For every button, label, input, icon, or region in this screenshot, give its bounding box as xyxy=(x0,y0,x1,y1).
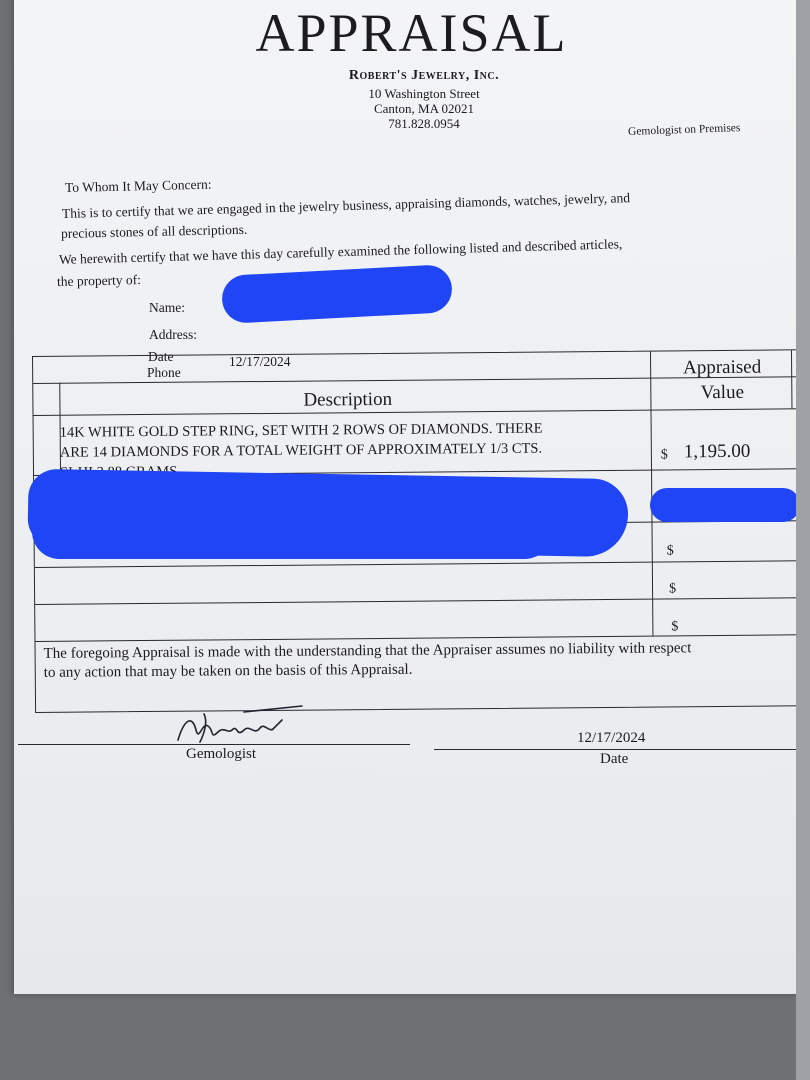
certify-paragraph-line1: This is to certify that we are engaged in the jewelry business, appraising diamonds, watches, jewelry, and xyxy=(61,190,631,221)
item-redaction xyxy=(32,504,552,559)
disclaimer-line1: The foregoing Appraisal is made with the understanding that the Appraiser assumes no liability with respect xyxy=(43,640,692,662)
date-label: Date xyxy=(148,349,174,364)
appraised-value-header-line2: Value xyxy=(700,381,745,404)
empty-row-currency: $ xyxy=(671,619,679,635)
appraised-value-header xyxy=(657,354,787,405)
item-description-line1: 14K WHITE GOLD STEP RING, SET WITH 2 ROWS OF DIAMONDS. THERE xyxy=(59,420,543,441)
table-divider xyxy=(35,560,810,568)
empty-row-currency: $ xyxy=(668,581,677,597)
item-value: 1,195.00 xyxy=(683,440,751,463)
disclaimer-line2: to any action that may be taken on the basis of this Appraisal. xyxy=(43,661,413,681)
appraised-value-header-line1: Appraised xyxy=(682,356,762,379)
value-redaction xyxy=(650,488,800,522)
address-label: Address: xyxy=(149,327,197,342)
phone-label: Phone xyxy=(147,365,181,380)
company-city: Canton, MA 02021 xyxy=(373,101,475,116)
company-phone: 781.828.0954 xyxy=(388,116,460,131)
document-title: APPRAISAL xyxy=(255,3,568,63)
gemologist-on-premises-note: Gemologist on Premises xyxy=(627,122,741,138)
examined-paragraph-line2: the property of: xyxy=(56,272,142,289)
appraisal-document xyxy=(14,0,810,994)
item-description-line2: ARE 14 DIAMONDS FOR A TOTAL WEIGHT OF APPROXIMATELY 1/3 CTS. xyxy=(59,440,543,461)
description-header: Description xyxy=(303,388,393,411)
gemologist-signature-line xyxy=(18,744,410,745)
salutation: To Whom It May Concern: xyxy=(64,176,212,195)
background-edge xyxy=(796,0,810,1080)
empty-row-currency: $ xyxy=(666,543,674,559)
certify-paragraph-line2: precious stones of all descriptions. xyxy=(60,221,248,241)
table-column-divider xyxy=(791,350,793,408)
name-redaction xyxy=(221,264,453,324)
company-street: 10 Washington Street xyxy=(368,86,480,101)
liability-disclaimer xyxy=(44,638,804,683)
date-value: 12/17/2024 xyxy=(229,354,291,369)
company-name: Robert's Jewelry, Inc. xyxy=(348,68,500,83)
signature-date-label: Date xyxy=(600,751,629,767)
name-label: Name: xyxy=(149,300,185,315)
gemologist-signature xyxy=(174,700,304,750)
table-divider xyxy=(34,408,810,416)
date-signature-line xyxy=(434,749,800,750)
signature-date-value: 12/17/2024 xyxy=(577,730,646,746)
gemologist-label: Gemologist xyxy=(186,746,256,762)
item-currency: $ xyxy=(660,447,668,463)
table-divider xyxy=(35,597,810,605)
examined-paragraph-line1: We herewith certify that we have this day carefully examined the following listed and described articles, xyxy=(58,236,623,267)
